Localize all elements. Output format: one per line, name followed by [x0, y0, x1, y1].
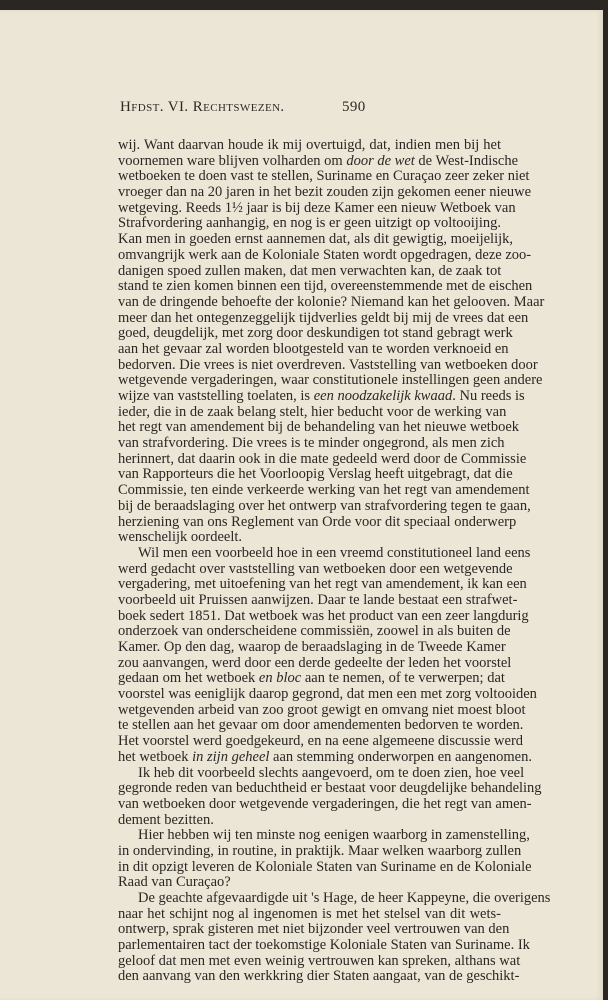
text-segment: parlementairen tact der toekomstige Koloniale Staten van Suriname. Ik — [118, 937, 530, 954]
text-line — [118, 968, 520, 985]
text-line — [118, 264, 501, 280]
text-line — [118, 152, 519, 170]
text-segment: in ondervinding, in routine, in praktijk. Maar welken waarborg zullen — [118, 842, 522, 859]
text-line — [118, 639, 506, 656]
text-segment: wijze van vaststelling toelaten, is — [118, 388, 314, 404]
italic-phrase: en bloc — [258, 670, 302, 687]
text-line — [118, 921, 510, 938]
text-segment: geloof dat men met even weinig vertrouwen kan spreken, althans wat — [118, 952, 521, 969]
text-line — [118, 764, 525, 782]
text-segment: van de dringende behoefte der kolonie? Niemand kan het gelooven. Maar — [118, 293, 545, 310]
text-line — [118, 701, 526, 719]
text-segment: wenschelijk oordeelt. — [118, 529, 243, 546]
text-line — [118, 686, 537, 703]
text-line — [118, 875, 501, 891]
text-segment: Commissie, ten einde verkeerde werking van het regt van amendement — [118, 482, 530, 499]
text-line — [118, 309, 529, 327]
text-segment: Kamer. Op den dag, waarop de beraadslaging in de Tweede Kamer — [118, 639, 506, 655]
text-line — [118, 466, 513, 483]
text-segment: Kan men in goeden ernst aannemen dat, als dit gewigtig, moeijelijk, — [118, 231, 514, 248]
text-segment: van strafvordering. Die vrees is te minder ongegrond, als men zich — [118, 435, 505, 452]
text-line — [118, 388, 525, 405]
text-line — [118, 450, 527, 468]
text-line — [118, 435, 505, 452]
text-segment: zou aanvangen, werd door een derde gedeelte der leden het voorstel — [118, 654, 512, 671]
text-segment: Hier hebben wij ten minste nog eenigen waarborg in zamenstelling, — [138, 827, 530, 844]
text-segment: aan stemming onderworpen en aangenomen. — [269, 748, 532, 765]
text-segment: bedorven. Die vrees is niet overdreven. Vaststelling van wetboeken door — [118, 356, 538, 373]
page-number: 590 — [342, 99, 366, 115]
text-line — [118, 278, 533, 295]
text-line — [118, 623, 511, 640]
text-line — [118, 717, 524, 734]
text-segment: wetgevenden arbeid van zoo groot gewigt en omvang niet moest bloot — [118, 701, 526, 718]
text-line — [118, 513, 517, 531]
text-line — [118, 231, 514, 248]
text-segment: De geachte afgevaardigde uit 's Hage, de heer Kappeyne, die overigens — [138, 890, 551, 906]
text-segment: herziening van ons Reglement van Orde voor dit speciaal onderwerp — [118, 513, 517, 530]
text-line — [118, 340, 509, 358]
text-segment: de West-Indische — [414, 152, 519, 169]
text-line — [118, 937, 530, 954]
text-line — [118, 138, 501, 154]
text-segment: Ik heb dit voorbeeld slechts aangevoerd, om te doen zien, hoe veel — [138, 764, 525, 781]
text-segment: danigen spoed zullen maken, dat men verwachten kan, de zaak tot — [118, 262, 502, 279]
text-line — [118, 419, 520, 436]
text-segment: den aanvang van den werkkring dier Staten aangaat, van de geschikt- — [118, 968, 520, 985]
text-line — [118, 356, 538, 374]
text-line — [118, 780, 542, 797]
text-segment: ontwerp, sprak gisteren met niet bijzonder veel vertrouwen van den — [118, 921, 510, 938]
text-segment: gegronde reden van beduchtheid er bestaat voor deugdelijke behandeling — [118, 780, 542, 797]
text-line — [118, 325, 513, 342]
text-line — [118, 216, 501, 232]
text-line — [118, 670, 505, 687]
text-segment: aan het gevaar zal worden blootgesteld van te worden verknoeid en — [118, 340, 509, 357]
text-line — [118, 403, 507, 421]
running-header — [120, 99, 490, 121]
text-line — [118, 576, 527, 593]
text-segment: wetboeken te doen vast te stellen, Suriname en Curaçao zeer zeker niet — [118, 168, 530, 185]
text-line — [118, 482, 530, 499]
text-segment: Raad van Curaçao? — [118, 874, 231, 891]
italic-phrase: een noodzakelijk kwaad — [313, 388, 453, 404]
text-segment: herinnert, dat daarin ook in die mate gedeeld werd door de Commissie — [118, 450, 527, 467]
text-line — [118, 907, 501, 923]
text-segment: vroeger dan na 20 jaren in het bezit zouden zijn gekomen eener nieuwe — [118, 184, 532, 201]
text-segment: werd gedacht over vaststelling van wetboeken door een wetgevende — [118, 560, 513, 577]
text-line — [118, 372, 543, 389]
text-line — [118, 654, 512, 672]
text-segment: naar het schijnt nog al ingenomen is met het stelsel van dit wets- — [118, 905, 501, 922]
text-segment: het regt van amendement bij de behandeling van het nieuwe wetboek — [118, 419, 520, 436]
text-line — [118, 748, 532, 766]
text-line — [118, 952, 521, 970]
text-segment: aan te nemen, of te verwerpen; dat — [301, 670, 505, 687]
text-segment: Strafvordering aanhangig, en nog is er geen uitzigt op voltooijing. — [118, 215, 501, 232]
text-segment: onderzoek van onderscheidene commissiën, zoowel in als buiten de — [118, 623, 511, 640]
text-line — [118, 560, 513, 578]
text-segment: boek sedert 1851. Dat wetboek was het product van een zeer langdurig — [118, 607, 529, 624]
text-line — [118, 858, 532, 876]
text-segment: ieder, die in de zaak belang stelt, hier beducht voor de werking van — [118, 403, 507, 420]
running-title: Hfdst. VI. Rechtswezen. — [120, 99, 285, 115]
text-line — [118, 795, 532, 813]
text-segment: vergadering, met uitoefening van het regt van amendement, ik kan een — [118, 576, 527, 593]
text-segment: wetgeving. Reeds 1½ jaar is bij deze Kamer een nieuw Wetboek van — [118, 199, 516, 216]
text-segment: in dit opzigt leveren de Koloniale Staten van Suriname en de Koloniale — [118, 858, 532, 875]
body-text — [118, 137, 551, 985]
text-line — [118, 607, 529, 625]
text-segment: omvangrijk werk aan de Koloniale Staten wordt opgedragen, deze zoo- — [118, 246, 532, 263]
text-line — [118, 497, 531, 515]
text-line — [118, 184, 532, 201]
text-segment: Het voorstel werd goedgekeurd, en na eene algemeene discussie werd — [118, 733, 524, 750]
text-segment: dement bezitten. — [118, 811, 214, 828]
text-line — [118, 827, 530, 844]
text-line — [118, 246, 532, 264]
italic-phrase: door de wet — [346, 152, 415, 169]
text-segment: voornemen ware blijven volharden om — [118, 152, 347, 169]
text-segment: . Nu reeds is — [452, 388, 525, 404]
text-line — [118, 168, 530, 185]
text-line — [118, 842, 522, 860]
text-line — [118, 813, 501, 829]
text-segment: Wil men een voorbeeld hoe in een vreemd constitutioneel land eens — [138, 544, 531, 561]
text-segment: wij. Want daarvan houde ik mij overtuigd, dat, indien men bij het — [118, 137, 501, 153]
text-segment: bij de beraadslaging over het ontwerp van strafvordering tegen te gaan, — [118, 497, 531, 514]
text-segment: stand te zien komen binnen een tijd, overeenstemmende met de eischen — [118, 278, 533, 295]
text-line — [118, 530, 501, 546]
text-line — [118, 199, 516, 217]
text-segment: van wetboeken door wetgevende vergaderingen, die het regt van amen- — [118, 795, 532, 812]
text-segment: gedaan om het wetboek — [118, 670, 259, 687]
book-page — [0, 10, 603, 1000]
text-line — [118, 733, 524, 750]
text-line — [118, 293, 545, 311]
text-line — [118, 544, 531, 562]
text-segment: van Rapporteurs die het Voorloopig Verslag heeft uitgebragt, dat die — [118, 466, 513, 483]
text-segment: meer dan het ontegenzeggelijk tijdverlies geldt bij mij de vrees dat een — [118, 309, 529, 326]
text-segment: wetgevende vergaderingen, waar constitutionele instellingen geen andere — [118, 372, 543, 389]
text-line — [118, 591, 518, 609]
text-segment: te stellen aan het gevaar om door amendementen bedorven te worden. — [118, 717, 524, 734]
text-line — [118, 890, 551, 907]
text-segment: goed, deugdelijk, met zorg door deskundigen tot stand gebragt werk — [118, 325, 513, 342]
italic-phrase: in zijn geheel — [192, 748, 270, 765]
text-segment: het wetboek — [118, 748, 193, 765]
text-segment: voorstel was eeniglijk daarop gegrond, dat men een met zorg voltooiden — [118, 686, 537, 703]
text-segment: voorbeeld uit Pruissen aanwijzen. Daar te lande bestaat een strafwet- — [118, 591, 518, 608]
